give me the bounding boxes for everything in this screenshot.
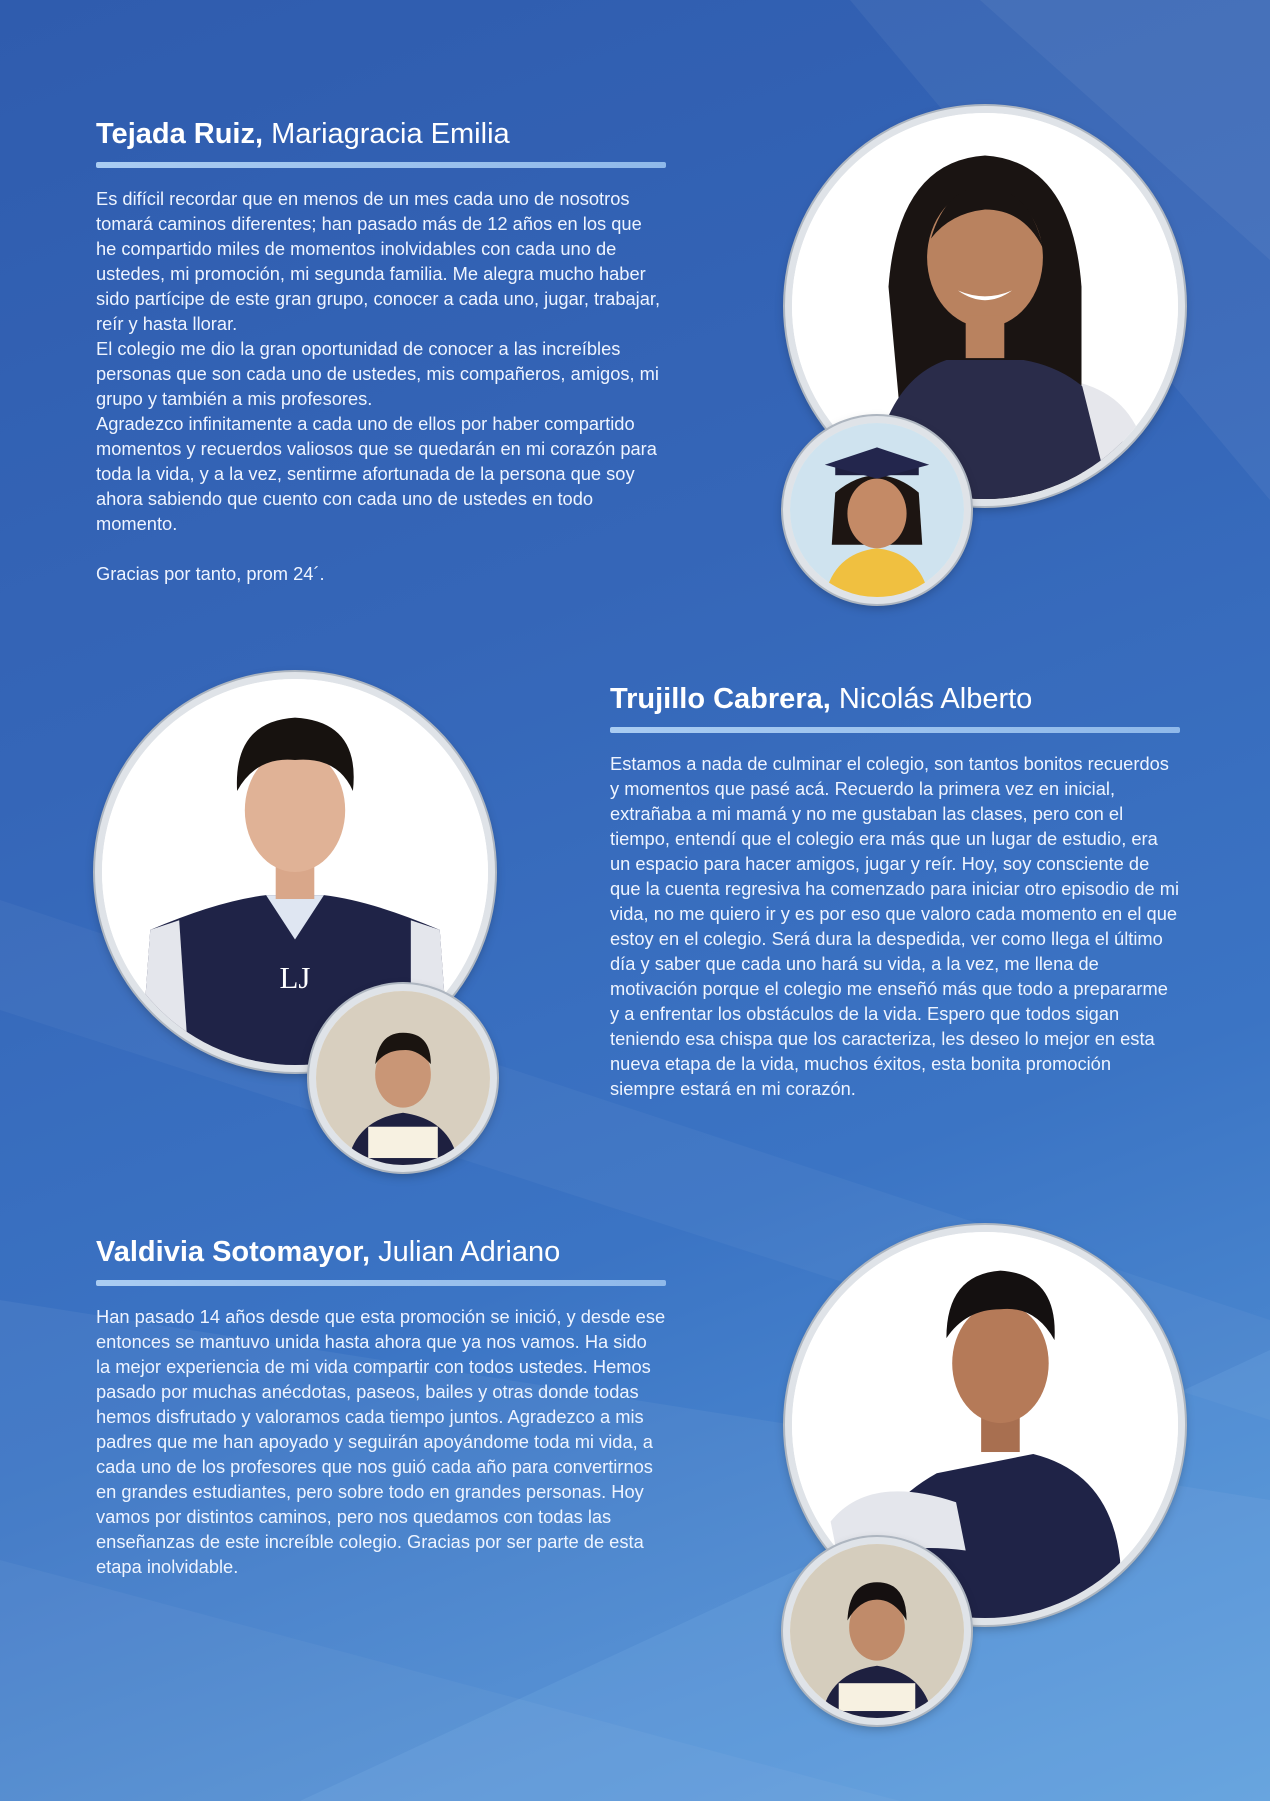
student-given-names: Nicolás Alberto [838,683,1033,715]
student-message [96,186,666,586]
message-paragraph: Han pasado 14 años desde que esta promoción se inició, y desde ese entonces se mantuvo unida hasta ahora que ya nos vamos. Ha sido la mejor experiencia de mi vida compartir con todos ustedes. Hemos pasado por muchas anécdotas, paseos, bailes y otras donde todas hemos disfrutado y valoramos cada tiempo juntos. Agradezco a mis padres que me han apoyado y seguirán apoyándome toda mi vida, a cada uno de los profesores que nos guió cada año para convertirnos en grandes estudiantes, pero sobre todo en grandes personas. Hoy vamos por distintos caminos, pero nos quedamos con todas las enseñanzas de este increíble colegio. Gracias por ser parte de esta etapa inolvidable. [96,1306,666,1577]
student-surname: Tejada Ruiz, [96,118,264,150]
message-paragraph: Agradezco infinitamente a cada uno de ellos por haber compartido momentos y recuerdos valiosos que se quedarán en mi corazón para toda la vida, y a la vez, sentirme afortunada de la persona que soy ahora sabiendo que cuento con cada uno de ustedes en todo momento. [96,413,657,534]
heading-rule [96,162,666,168]
message-paragraph: Estamos a nada de culminar el colegio, son tantos bonitos recuerdos y momentos que pasé acá. Recuerdo la primera vez en inicial, extrañaba a mi mamá y no me gustaban las clases, pero con el tiempo, entendí que el colegio era más que un lugar de estudio, era un espacio para hacer amigos, jugar y reír. Hoy, soy consciente de que la cuenta regresiva ha comenzado para iniciar otro episodio de mi vida, no me quiero ir y es por eso que valoro cada momento en el que estoy en el colegio. Será dura la despedida, ver como llega el último día y saber que cada uno hará su vida, a la vez, me llena de motivación porque el colegio me enseñó más que todo a prepararme y a enfrentar los obstáculos de la vida. Espero que todos sigan teniendo esa chispa que los caracteriza, les deseo lo mejor en esta nueva etapa de la vida, muchos éxitos, esta bonita promoción siempre estará en mi corazón. [610,753,1180,1099]
student-message [610,751,1180,1101]
profile-tejada-ruiz [96,116,666,586]
student-message [96,1304,666,1579]
jacket-monogram: LJ [279,959,311,995]
message-paragraph: Es difícil recordar que en menos de un mes cada uno de nosotros tomará caminos diferentes; han pasado más de 12 años en los que he compartido miles de momentos inolvidables con cada uno de ustedes, mi promoción, mi segunda familia. Me alegra mucho haber sido partícipe de este gran grupo, conocer a cada uno, jugar, trabajar, reír y hasta llorar. [96,188,661,334]
message-closing: Gracias por tanto, prom 24´. [96,563,325,584]
student-surname: Valdivia Sotomayor, [96,1236,370,1268]
student-surname: Trujillo Cabrera, [610,683,831,715]
student-name [96,116,666,152]
student-name [96,1234,666,1270]
message-paragraph: El colegio me dio la gran oportunidad de conocer a las increíbles personas que son cada uno de ustedes, mis compañeros, amigos, mi grupo y también a mis profesores. [96,338,659,409]
photo-group-trujillo-cabrera [95,672,500,1172]
childhood-photo [783,1537,971,1725]
photo-group-tejada-ruiz [783,106,1188,606]
photo-group-valdivia-sotomayor [783,1225,1188,1725]
student-given-names: Julian Adriano [378,1236,561,1268]
student-name [610,681,1180,717]
profile-trujillo-cabrera [610,681,1180,1101]
student-given-names: Mariagracia Emilia [271,118,510,150]
childhood-photo [783,416,971,604]
childhood-photo [309,984,497,1172]
heading-rule [96,1280,666,1286]
profile-valdivia-sotomayor [96,1234,666,1579]
heading-rule [610,727,1180,733]
